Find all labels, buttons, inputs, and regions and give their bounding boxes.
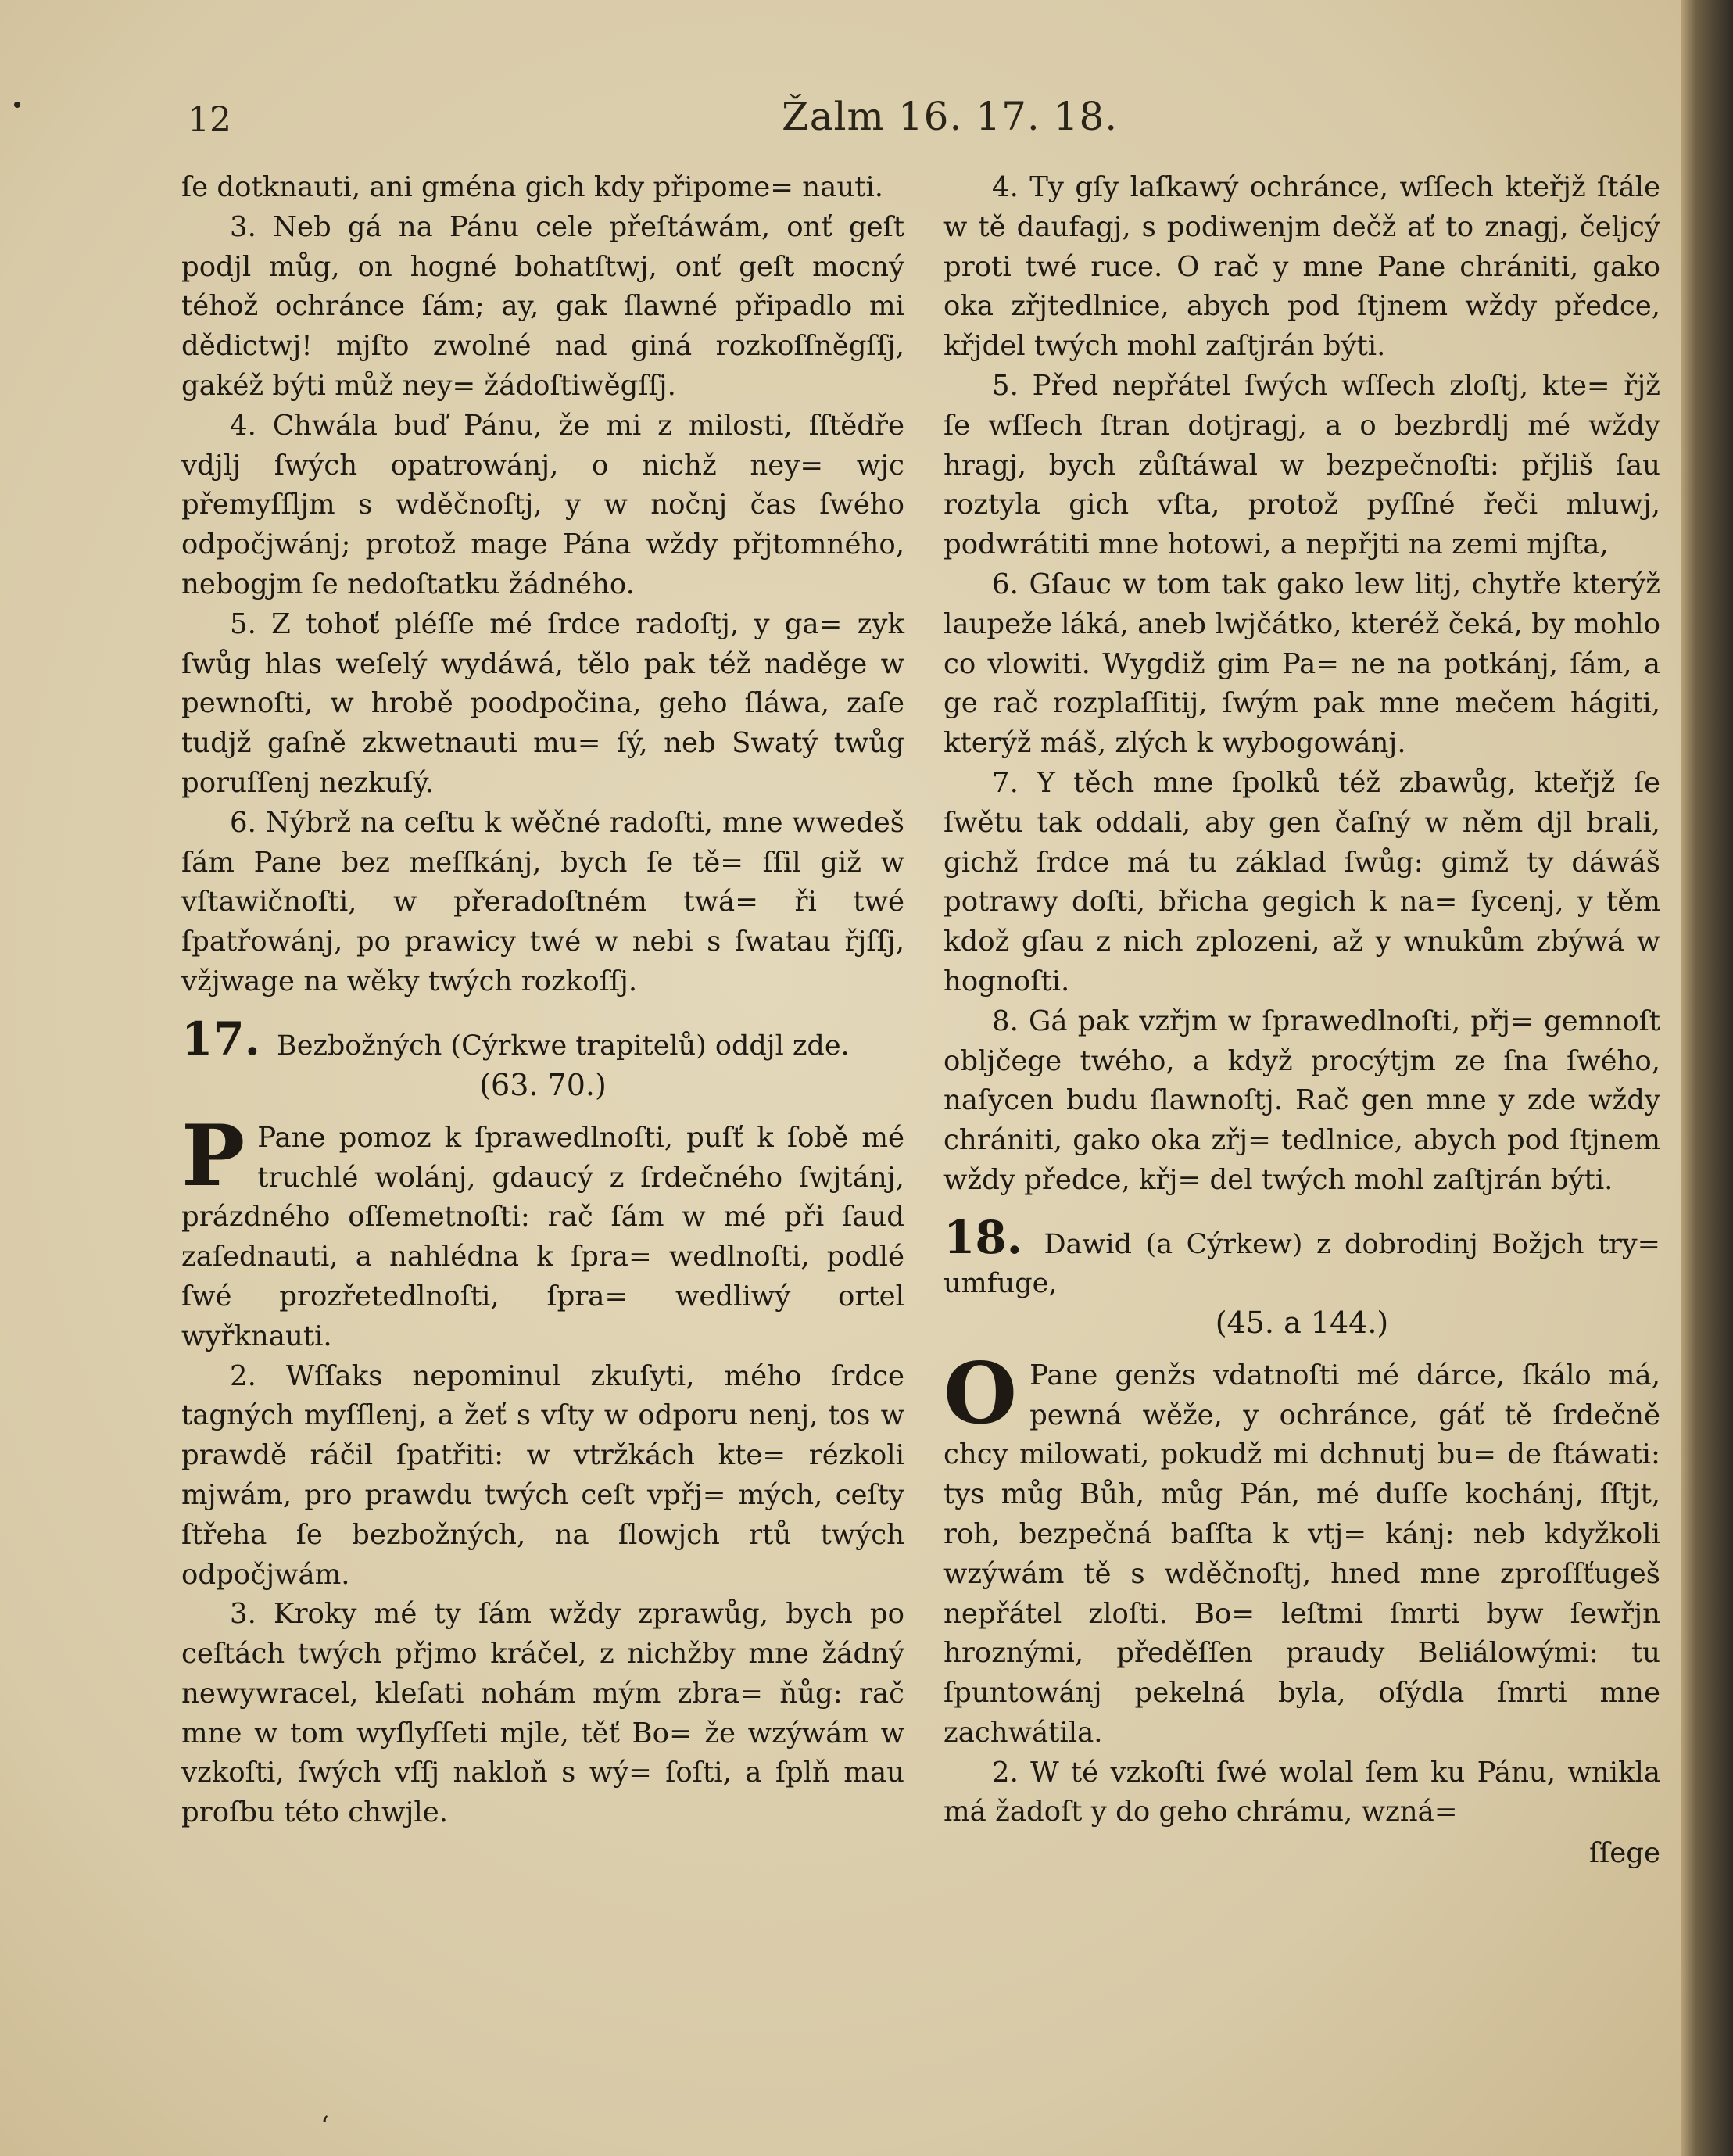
psalm-reference: (45. a 144.) xyxy=(1215,1305,1389,1340)
paragraph: 4. Chwála buď Pánu, že mi z milosti, ſſtědře vdjlj ſwých opatrowánj, o nichž ney= wjc přemyſſljm s wděčnoſtj, y w nočnj čas ſwého odpočjwánj; protož mage Pána wždy přjtomného, nebogjm ſe nedoſtatku žádného. xyxy=(181,409,904,600)
page-gutter-shadow xyxy=(1681,0,1733,2156)
paragraph: 6. Gſauc w tom tak gako lew litj, chytře kterýž laupeže láká, aneb lwjčátko, kteréž čeká, by mohlo co vlowiti. Wygdiž gim Pa= ne na potkánj, ſám, a ge rač rozplaſſitij, ſwým pak mne mečem hágiti, kterýž máš, zlých k wybogowánj. xyxy=(943,568,1660,760)
psalm-18-heading xyxy=(943,1210,1660,1342)
paragraph-text: Pane genžs vdatnoſti mé dárce, ſkálo má, pewná wěže, y ochránce, gáť tě ſrdečně chcy milowati, pokudž mi dchnutj bu= de ſtáwati: tys můg Bůh, můg Pán, mé duſſe kochánj, ſſtjt, roh, bezpečná baſſta k vtj= kánj: neb kdyžkoli wzýwám tě s wděčnoſtj, hned mne zproſſťugeš nepřátel zloſti. Bo= leſtmi ſmrti byw ſewřjn hroznými, předěſſen praudy Beliálowými: tu ſpuntowánj pekelná byla, oſýdla ſmrti mne zachwátila. xyxy=(943,1359,1660,1749)
paragraph: 3. Kroky mé ty ſám wždy zprawůg, bych po ceſtách twých přjmo kráčel, z nichžby mne žádný newywracel, kleſati nohám mým zbra= ňůg: rač mne w tom wyſlyſſeti mjle, těť Bo= že wzýwám w vzkoſti, ſwých vſſj nakloň s wý= ſoſti, a ſplň mau proſbu této chwjle. xyxy=(181,1598,904,1829)
stray-mark: ʻ xyxy=(320,2111,329,2142)
paragraph: 5. Z tohoť pléſſe mé ſrdce radoſtj, y ga= zyk ſwůg hlas weſelý wydáwá, tělo pak též naděge w pewnoſti, w hrobě poodpočina, geho ſláwa, zaſe tudjž gaſně zkwetnauti mu= ſý, neb Swatý twůg poruſſenj nezkuſý. xyxy=(181,607,904,799)
paragraph: 5. Před nepřátel ſwých wſſech zloſtj, kte= řjž ſe wſſech ſtran dotjragj, a o bezbrdlj mé wždy hragj, bych zůſtáwal w bezpečnoſti: přjliš ſau roztyla gich vſta, protož pyſſné řeči mluwj, podwrátiti mne hotowi, a nepřjti na zemi mjſta, xyxy=(943,369,1660,561)
psalm-title: Bezbožných (Cýrkwe trapitelů) oddjl zde. xyxy=(277,1030,850,1062)
psalm-number: 17. xyxy=(181,1012,260,1065)
paragraph-with-dropcap xyxy=(943,1344,1660,1753)
paragraph: 2. W té vzkoſti ſwé wolal ſem ku Pánu, wnikla má žadoſt y do geho chrámu, wzná= xyxy=(943,1756,1660,1828)
catchword: ſſege xyxy=(1588,1837,1660,1870)
paragraph: 2. Wſſaks nepominul zkuſyti, mého ſrdce tagných myſſlenj, a žeť s vſty w odporu nenj, tos w prawdě ráčil ſpatřiti: w vtržkách kte= rézkoli mjwám, pro prawdu twých ceſt vpřj= mých, ceſty ſtřeha ſe bezbožných, na ſlowjch rtů twých odpočjwám. xyxy=(181,1359,904,1591)
psalm-title: Dawid (a Cýrkew) z dobrodinj Božjch try= umfuge, xyxy=(943,1228,1660,1299)
paragraph: 7. Y těch mne ſpolků též zbawůg, kteřjž ſe ſwětu tak oddali, aby gen čaſný w něm djl brali, gichž ſrdce má tu základ ſwůg: gimž ty dáwáš potrawy doſti, břicha gegich k na= ſycenj, y těm kdož gſau z nich zplozeni, až y wnukům zbýwá w hognoſti. xyxy=(943,766,1660,997)
paragraph: 6. Nýbrž na ceſtu k wěčné radoſti, mne wwedeš ſám Pane bez meſſkánj, bych ſe tě= ſſil giž w vſtawičnoſti, w přeradoſtném twá= ři twé ſpatřowánj, po prawicy twé w nebi s ſwatau řjſſj, vžjwage na wěky twých rozkoſſj. xyxy=(181,806,904,997)
paragraph: ſe dotknauti, ani gména gich kdy připome= nauti. xyxy=(181,171,884,203)
drop-cap: P xyxy=(181,1106,245,1205)
margin-mark xyxy=(14,102,20,108)
paragraph: 3. Neb gá na Pánu cele přeſtáwám, onť geſt podjl můg, on hogné bohatſtwj, onť geſt mocný téhož ochránce ſám; ay, gak ſlawné připadlo mi dědictwj! mjſto zwolné nad giná rozkoſſněgſſj, gakéž býti můž ney= žádoſtiwěgſſj. xyxy=(181,210,904,402)
left-column xyxy=(181,168,904,1833)
paragraph-with-dropcap xyxy=(181,1106,904,1357)
paragraph-text: Pane pomoz k ſprawedlnoſti, puſť k ſobě mé truchlé wolánj, gdaucý z ſrdečného ſwjtánj, prázdného oſſemetnoſti: rač ſám w mé při ſaud zaſednauti, a nahlédna k ſpra= wedlnoſti, podlé ſwé prozřetedlnoſti, ſpra= wedliwý ortel wyřknauti. xyxy=(181,1121,904,1352)
psalm-17-heading xyxy=(181,1012,904,1105)
page-number: 12 xyxy=(188,100,231,140)
drop-cap: O xyxy=(943,1344,1018,1443)
running-title: Žalm 16. 17. 18. xyxy=(782,94,1119,139)
psalm-reference: (63. 70.) xyxy=(479,1067,607,1102)
paragraph: 8. Gá pak vzřjm w ſprawedlnoſti, přj= gemnoſt obljčege twého, a když procýtjm ze ſna ſwého, naſycen budu ſlawnoſtj. Rač gen mne y zde wždy chrániti, gako oka zřj= tedlnice, abych pod ſtjnem wždy předce, křj= del twých mohl zaſtjrán býti. xyxy=(943,1005,1660,1196)
right-column xyxy=(943,168,1660,1874)
paragraph: 4. Ty gſy laſkawý ochránce, wſſech kteřjž ſtále w tě daufagj, s podiwenjm dečž ať to znagj, čeljcý proti twé ruce. O rač y mne Pane chrániti, gako oka zřjtedlnice, abych pod ſtjnem wždy předce, křjdel twých mohl zaſtjrán býti. xyxy=(943,171,1660,363)
psalm-number: 18. xyxy=(943,1210,1022,1264)
